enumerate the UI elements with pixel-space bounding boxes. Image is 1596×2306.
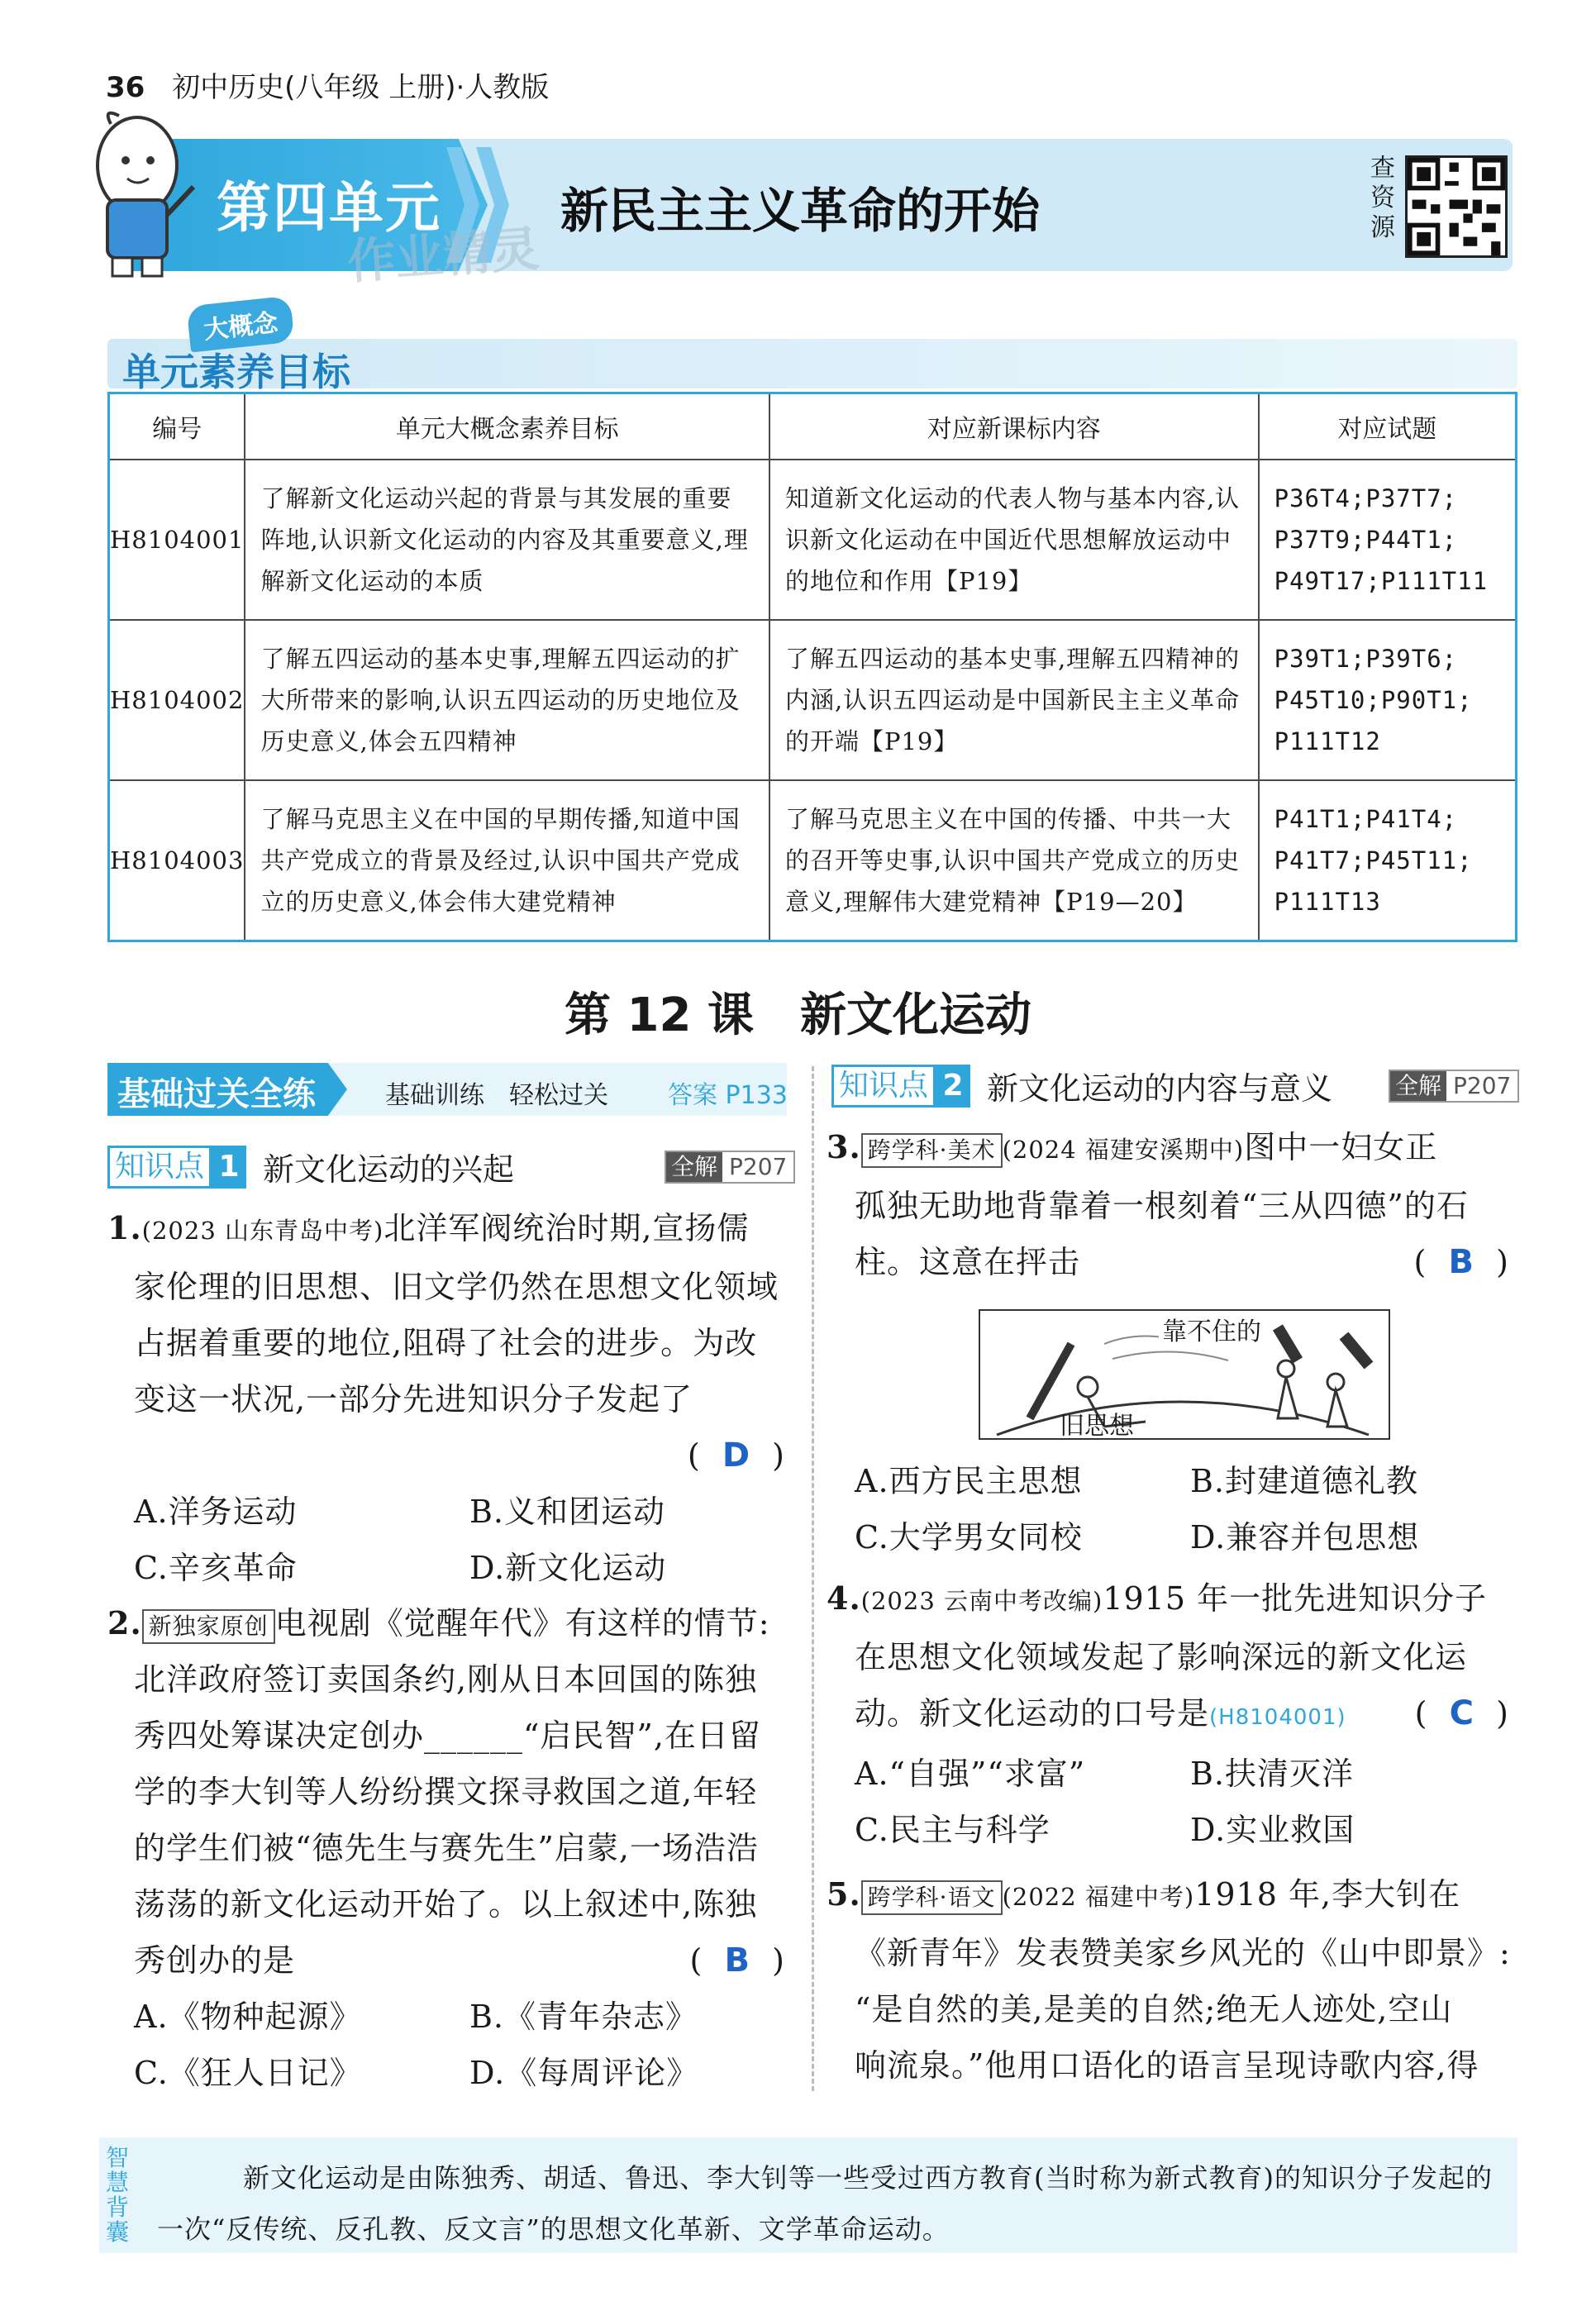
answer-slot: ( D ) (687, 1436, 785, 1475)
answer-value: B (724, 1942, 751, 1980)
knowledge-point-2 (831, 1063, 1332, 1108)
qr-label: 查资源 (1370, 154, 1395, 242)
question-number: 5. (827, 1875, 861, 1913)
cartoon-label-bottom: 旧思想 (1060, 1412, 1134, 1441)
question-text: 图中一妇女正 (1244, 1129, 1438, 1165)
option[interactable]: C.民主与科学 (855, 1812, 1051, 1848)
option-row (107, 1540, 793, 1596)
question-text: 电视剧《觉醒年代》有这样的情节: (274, 1605, 770, 1641)
question-5 (827, 1866, 1517, 2094)
question-text: 孤独无助地背靠着一根刻着“三从四德”的石 (855, 1188, 1469, 1224)
option-row (827, 1746, 1517, 1802)
question-text: 北洋政府签订卖国条约,刚从日本回国的陈独 (134, 1661, 758, 1698)
question-3-options (855, 1453, 1516, 1565)
kp-number: 2 (936, 1065, 970, 1108)
answer-slot: ( B ) (689, 1942, 785, 1980)
question-tag: 新独家原创 (142, 1609, 275, 1644)
goals-table (107, 392, 1517, 942)
option-row (855, 1453, 1516, 1509)
option-row (107, 2045, 793, 2101)
question-text: “是自然的美,是美的自然;绝无人迹处,空山 (855, 1991, 1453, 2027)
question-text: 的学生们被“德先生与赛先生”启蒙,一场浩浩 (134, 1830, 759, 1866)
option[interactable]: D.《每周评论》 (469, 2055, 699, 2091)
question-tag: 跨学科·语文 (861, 1880, 1003, 1915)
lesson-title: 第 12 课 新文化运动 (565, 989, 1031, 1042)
question-text: 秀创办的是 (134, 1942, 296, 1979)
option-row (107, 1989, 793, 2045)
wisdom-box-text: 新文化运动是由陈独秀、胡适、鲁迅、李大钊等一些受过西方教育(当时称为新式教育)的知识分子发起的一次“反传统、反孔教、反文言”的思想文化革新、文学革命运动。 (157, 2162, 1493, 2245)
full-solution-ref[interactable] (1389, 1070, 1519, 1103)
column-header: 对应试题 (1259, 393, 1517, 460)
answer-value: B (1448, 1243, 1475, 1281)
question-3 (827, 1119, 1517, 1290)
knowledge-point-1 (107, 1144, 514, 1189)
option[interactable]: C.《狂人日记》 (134, 2055, 362, 2091)
ref-line: P45T10;P90T1; (1274, 686, 1473, 714)
question-text: 1915 年一批先进知识分子 (1103, 1580, 1488, 1617)
unit-label: 第四单元 (217, 176, 441, 240)
question-4 (827, 1570, 1517, 1858)
unit-title: 新民主主义革命的开始 (560, 183, 1041, 239)
question-last-line (827, 1234, 1517, 1290)
option[interactable]: A.西方民主思想 (855, 1463, 1083, 1499)
answer-value: C (1449, 1694, 1475, 1732)
big-concept-tag: 大概念 (186, 296, 294, 353)
ref-line: P39T1;P39T6; (1274, 645, 1458, 673)
question-source: (2023 山东青岛中考) (141, 1217, 384, 1245)
question-number: 1. (107, 1209, 142, 1246)
answer-ref[interactable]: 答案 P133 (668, 1081, 788, 1110)
option[interactable]: C.大学男女同校 (855, 1519, 1083, 1556)
page-number: 36 (106, 71, 145, 104)
question-text: 家伦理的旧思想、旧文学仍然在思想文化领域 (134, 1269, 779, 1305)
question-source: (2024 福建安溪期中) (1002, 1136, 1245, 1164)
answer-slot: ( C ) (1414, 1694, 1509, 1732)
kp-title: 新文化运动的兴起 (263, 1151, 515, 1188)
question-text: 秀四处筹谋决定创办______“启民智”,在日留 (134, 1718, 761, 1754)
question-text: 《新青年》发表赞美家乡风光的《山中即景》: (855, 1935, 1511, 1971)
question-source: (2023 云南中考改编) (860, 1587, 1103, 1615)
column-header: 编号 (109, 393, 245, 460)
goal-code: H8104001 (109, 460, 245, 620)
full-solution-page: P207 (1453, 1072, 1512, 1099)
kp-label: 知识点 (831, 1065, 936, 1108)
question-number: 3. (827, 1128, 861, 1165)
ref-line: P37T9;P44T1; (1274, 526, 1458, 554)
goal-code-ref[interactable]: (H8104001) (1209, 1705, 1346, 1730)
cartoon-image (979, 1309, 1390, 1440)
question-number: 4. (827, 1579, 861, 1617)
option-row (827, 1802, 1517, 1858)
question-last-line (827, 1685, 1517, 1746)
practice-title: 基础过关全练 (117, 1075, 316, 1113)
goal-code: H8104002 (109, 620, 245, 780)
question-text: 占据着重要的地位,阻碍了社会的进步。为改 (134, 1325, 758, 1361)
option[interactable]: C.辛亥革命 (134, 1550, 298, 1586)
watermark: 作业精灵 (345, 220, 541, 290)
goals-title: 单元素养目标 (122, 350, 350, 394)
option[interactable]: D.实业救国 (1190, 1812, 1355, 1848)
question-refs (1259, 780, 1517, 941)
option[interactable]: A.洋务运动 (134, 1494, 298, 1530)
ref-line: P36T4;P37T7; (1274, 484, 1458, 512)
cartoon-label-top: 靠不住的 (1159, 1311, 1265, 1347)
ref-line: P41T1;P41T4; (1274, 805, 1458, 833)
full-solution-label: 全解 (666, 1152, 722, 1182)
option-row (855, 1509, 1516, 1565)
option[interactable]: B.《青年杂志》 (469, 1999, 698, 2035)
column-header: 单元大概念素养目标 (245, 393, 769, 460)
option-row (107, 1484, 793, 1540)
question-text: 柱。这意在抨击 (855, 1244, 1081, 1280)
table-row (109, 460, 1517, 620)
answer-slot: ( B ) (1413, 1243, 1509, 1281)
full-solution-label: 全解 (1390, 1071, 1446, 1101)
option[interactable]: A.“自强”“求富” (855, 1756, 1086, 1792)
ref-line: P111T12 (1274, 727, 1381, 755)
question-last-line (107, 1932, 793, 1989)
question-refs (1259, 620, 1517, 780)
ref-line: P41T7;P45T11; (1274, 846, 1473, 874)
answer-value: D (722, 1436, 751, 1475)
column-header: 对应新课标内容 (769, 393, 1259, 460)
question-text: 变这一状况,一部分先进知识分子发起了 (134, 1381, 693, 1417)
option[interactable]: A.《物种起源》 (134, 1999, 362, 2035)
option[interactable]: B.义和团运动 (469, 1494, 666, 1530)
column-divider (812, 1066, 814, 2091)
option[interactable]: D.新文化运动 (469, 1550, 667, 1586)
ref-line: P49T17;P111T11 (1274, 567, 1489, 595)
standard-text: 了解五四运动的基本史事,理解五四精神的内涵,认识五四运动是中国新民主主义革命的开端【P19】 (769, 620, 1259, 780)
option[interactable]: B.封建道德礼教 (1190, 1463, 1419, 1499)
question-text: 荡荡的新文化运动开始了。以上叙述中,陈独 (134, 1886, 758, 1922)
question-number: 2. (107, 1604, 142, 1641)
question-source: (2022 福建中考) (1002, 1883, 1195, 1911)
question-text: 动。新文化运动的口号是 (855, 1695, 1210, 1732)
wisdom-box-label: 智慧背囊 (106, 2144, 130, 2246)
goal-text: 了解新文化运动兴起的背景与其发展的重要阵地,认识新文化运动的内容及其重要意义,理解新文化运动的本质 (245, 460, 769, 620)
kp-number: 1 (212, 1146, 246, 1189)
question-refs (1259, 460, 1517, 620)
full-solution-ref[interactable] (665, 1151, 795, 1184)
question-2 (107, 1595, 793, 2101)
question-text: 响流泉。”他用口语化的语言呈现诗歌内容,得 (855, 2047, 1479, 2084)
question-tag: 跨学科·美术 (861, 1133, 1003, 1168)
question-text: 在思想文化领域发起了影响深远的新文化运 (855, 1639, 1468, 1675)
question-1 (107, 1200, 793, 1596)
goal-text: 了解五四运动的基本史事,理解五四运动的扩大所带来的影响,认识五四运动的历史地位及历史意义,体会五四精神 (245, 620, 769, 780)
full-solution-page: P207 (729, 1153, 788, 1180)
table-header-row (109, 393, 1517, 460)
kp-label: 知识点 (107, 1146, 212, 1189)
ref-line: P111T13 (1274, 888, 1381, 916)
standard-text: 了解马克思主义在中国的传播、中共一大的召开等史事,认识中国共产党成立的历史意义,理解伟大建党精神【P19—20】 (769, 780, 1259, 941)
option[interactable]: D.兼容并包思想 (1190, 1519, 1420, 1556)
option[interactable]: B.扶清灭洋 (1190, 1756, 1355, 1792)
table-row (109, 780, 1517, 941)
question-text: 北洋军阀统治时期,宣扬儒 (384, 1210, 750, 1246)
kp-title: 新文化运动的内容与意义 (987, 1070, 1333, 1107)
book-title: 初中历史(八年级 上册)·人教版 (172, 71, 550, 104)
question-text: 学的李大钊等人纷纷撰文探寻救国之道,年轻 (134, 1774, 758, 1810)
table-row (109, 620, 1517, 780)
question-text: 1918 年,李大钊在 (1194, 1876, 1461, 1913)
standard-text: 知道新文化运动的代表人物与基本内容,认识新文化运动在中国近代思想解放运动中的地位和作用【P19】 (769, 460, 1259, 620)
page-header (106, 64, 549, 105)
practice-subtitle: 基础训练 轻松过关 (385, 1081, 608, 1110)
goal-text: 了解马克思主义在中国的早期传播,知道中国共产党成立的背景及经过,认识中国共产党成立的历史意义,体会伟大建党精神 (245, 780, 769, 941)
goal-code: H8104003 (109, 780, 245, 941)
qr-code-icon[interactable] (1405, 155, 1508, 258)
mascot-icon (78, 107, 202, 281)
